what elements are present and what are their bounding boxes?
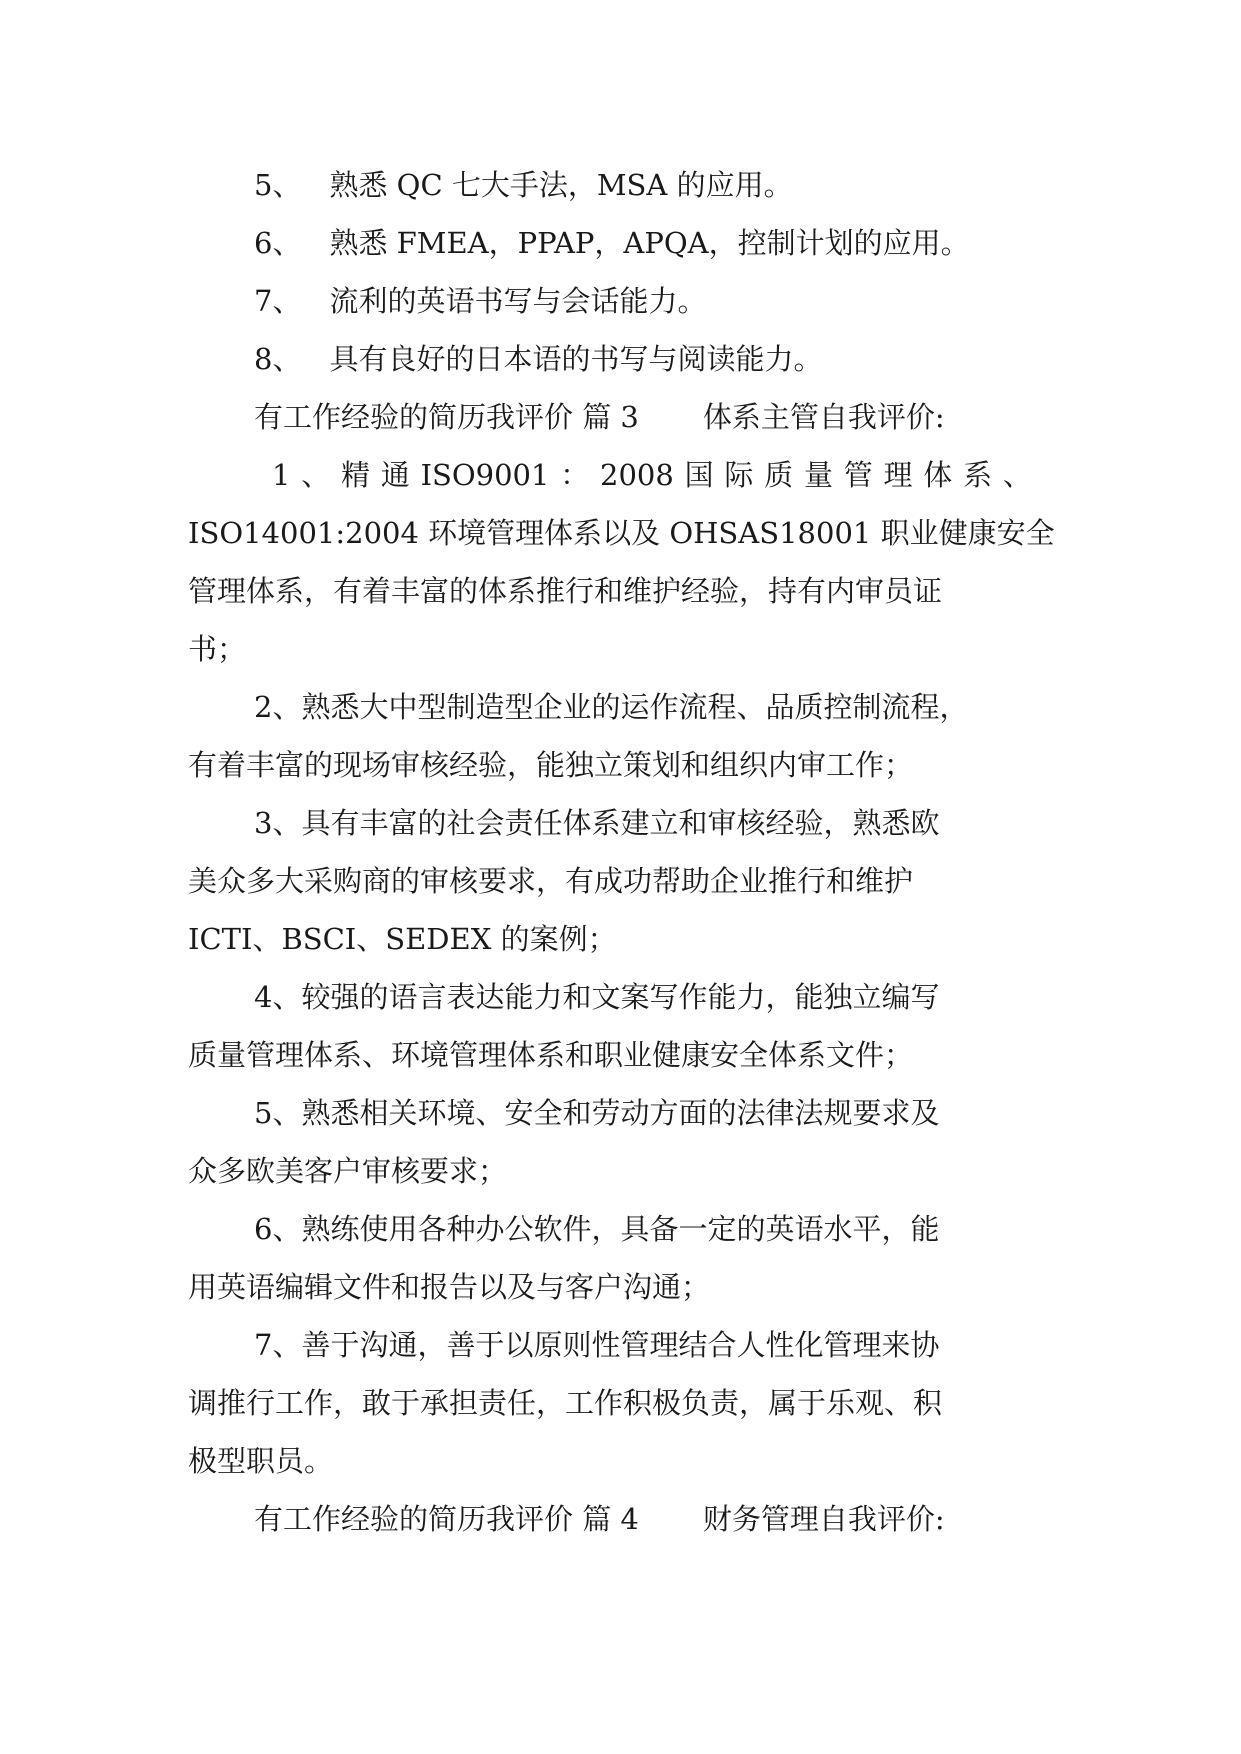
paragraph-line: ICTI、BSCI、SEDEX 的案例；	[188, 922, 617, 956]
list-item-number: 8、	[254, 342, 302, 376]
paragraph-token: 质	[764, 458, 794, 492]
paragraph-line: 2、熟悉大中型制造型企业的运作流程、品质控制流程，	[254, 690, 969, 724]
list-item	[254, 281, 706, 321]
paragraph-line: 美众多大采购商的审核要求，有成功帮助企业推行和维护	[188, 864, 914, 898]
list-item-number: 7、	[254, 284, 302, 318]
paragraph-token: 、	[1002, 458, 1032, 492]
paragraph-line: 有着丰富的现场审核经验，能独立策划和组织内审工作；	[188, 748, 914, 782]
list-item	[254, 223, 970, 263]
paragraph-line: ISO14001:2004 环境管理体系以及 OHSAS18001 职业健康安全	[188, 516, 1055, 550]
paragraph-token: 系	[963, 458, 993, 492]
paragraph-token: 管	[843, 458, 873, 492]
paragraph-token: 1	[272, 458, 291, 492]
paragraph-token: 、	[301, 458, 331, 492]
list-item-number: 6、	[254, 226, 302, 260]
paragraph-line: 4、较强的语言表达能力和文案写作能力，能独立编写	[254, 980, 940, 1014]
paragraph-line: 用英语编辑文件和报告以及与客户沟通；	[188, 1270, 711, 1304]
paragraph-line: 极型职员。	[188, 1444, 334, 1478]
paragraph-line: 书；	[188, 632, 247, 666]
section-subtitle: 体系主管自我评价:	[702, 400, 945, 434]
paragraph-token: 量	[803, 458, 833, 492]
paragraph-line: 5、熟悉相关环境、安全和劳动方面的法律法规要求及	[254, 1096, 940, 1130]
list-item-text: 流利的英语书写与会话能力。	[329, 284, 707, 318]
paragraph-line: 众多欧美客户审核要求；	[188, 1154, 508, 1188]
list-item	[254, 165, 793, 205]
paragraph-token: 体	[923, 458, 953, 492]
paragraph-token: 精	[341, 458, 371, 492]
paragraph-token: 理	[883, 458, 913, 492]
paragraph-line: 管理体系，有着丰富的体系推行和维护经验，持有内审员证	[188, 574, 943, 608]
paragraph-line: 3、具有丰富的社会责任体系建立和审核经验，熟悉欧	[254, 806, 940, 840]
paragraph-line: 6、熟练使用各种办公软件，具备一定的英语水平，能	[254, 1212, 940, 1246]
section-subtitle: 财务管理自我评价:	[702, 1502, 945, 1536]
paragraph-token: ISO9001	[420, 458, 550, 492]
list-item	[254, 339, 822, 379]
paragraph-token: 国	[684, 458, 714, 492]
section-title: 有工作经验的简历我评价 篇 3	[254, 400, 639, 434]
section-heading	[254, 1499, 945, 1539]
list-item-number: 5、	[254, 168, 302, 202]
paragraph-line: 7、善于沟通，善于以原则性管理结合人性化管理来协	[254, 1328, 940, 1362]
paragraph-line: 调推行工作，敢于承担责任，工作积极负责，属于乐观、积	[188, 1386, 943, 1420]
section-title: 有工作经验的简历我评价 篇 4	[254, 1502, 639, 1536]
section-heading	[254, 397, 945, 437]
paragraph-token: 通	[380, 458, 410, 492]
paragraph-line: 质量管理体系、环境管理体系和职业健康安全体系文件；	[188, 1038, 914, 1072]
paragraph-token: 际	[724, 458, 754, 492]
paragraph-line	[272, 455, 1032, 495]
list-item-text: 熟悉 FMEA，PPAP，APQA，控制计划的应用。	[329, 226, 970, 260]
list-item-text: 具有良好的日本语的书写与阅读能力。	[329, 342, 823, 376]
paragraph-token: 2008	[600, 458, 674, 492]
paragraph-token: ：	[560, 458, 590, 492]
list-item-text: 熟悉 QC 七大手法，MSA 的应用。	[329, 168, 793, 202]
